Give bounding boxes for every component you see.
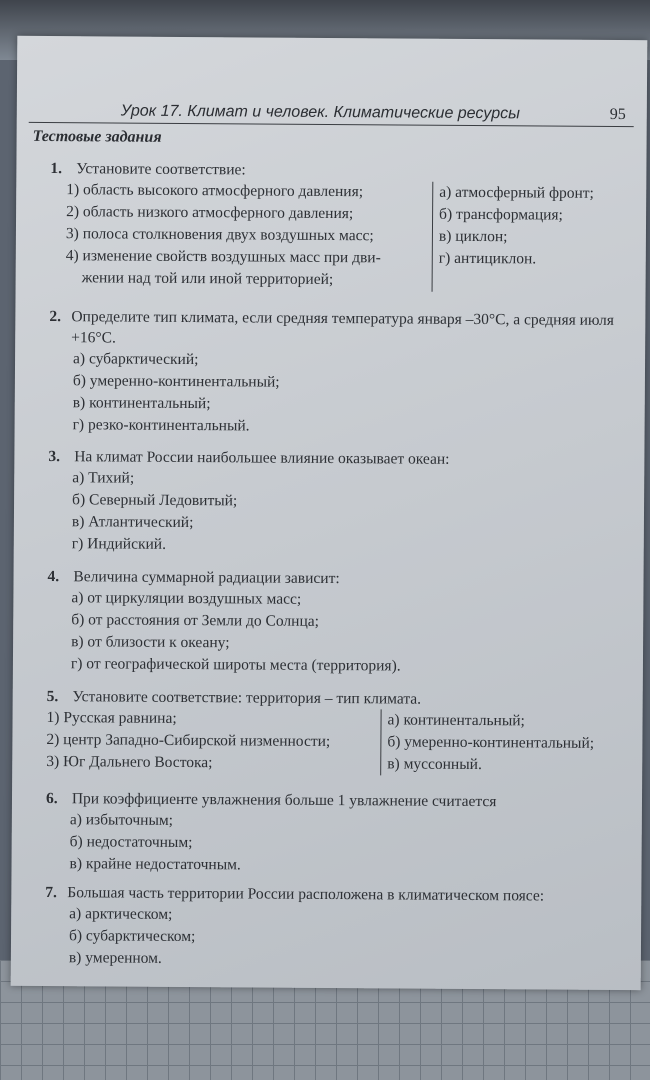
matching-right-item: б) трансформация; xyxy=(439,205,563,224)
header-title: Урок 17. Климат и человек. Климатические ресурсы xyxy=(120,102,520,123)
answer-option: в) Атлантический; xyxy=(71,513,194,532)
matching-left-column xyxy=(46,707,374,775)
question-text: Установите соответствие: xyxy=(76,160,246,179)
section-title: Тестовые задания xyxy=(32,127,162,146)
matching-left-item: 3) Юг Дальнего Востока; xyxy=(46,753,213,772)
answer-option: в) крайне недостаточным. xyxy=(69,855,241,874)
question-number: 4. xyxy=(47,568,60,586)
matching-table xyxy=(46,707,616,777)
question-5 xyxy=(46,686,617,777)
answer-option: в) континентальный; xyxy=(72,394,211,413)
textbook-page xyxy=(11,36,648,990)
matching-right-item: в) муссонный. xyxy=(387,755,482,774)
question-number: 7. xyxy=(45,884,58,902)
matching-left-item: 1) Русская равнина; xyxy=(46,709,177,727)
answer-option: а) арктическом; xyxy=(69,905,173,923)
question-1 xyxy=(50,158,621,293)
answer-option: б) Северный Ледовитый; xyxy=(72,491,238,510)
answer-option: а) от циркуляции воздушных масс; xyxy=(71,589,302,608)
page-header xyxy=(29,98,634,127)
matching-left-item: 2) область низкого атмосферного давления; xyxy=(66,203,354,223)
answer-option: б) от расстояния от Земли до Солнца; xyxy=(71,611,320,630)
question-2 xyxy=(49,306,620,440)
answer-option: г) Индийский. xyxy=(71,535,167,553)
question-7 xyxy=(45,882,616,973)
question-text: Величина суммарной радиации зависит: xyxy=(73,568,340,588)
question-text: Большая часть территории России расположена в климатическом поясе: xyxy=(67,884,545,905)
question-text: При коэффициенте увлажнения больше 1 увлажнение считается xyxy=(71,790,497,811)
answer-option: г) резко-континентальный. xyxy=(72,416,250,435)
question-number: 6. xyxy=(45,790,58,808)
matching-left-item: 1) область высокого атмосферного давления; xyxy=(66,181,364,201)
question-title xyxy=(49,306,619,352)
matching-right-item: а) атмосферный фронт; xyxy=(439,183,594,202)
answer-option: г) от географической широты места (территория). xyxy=(70,655,401,675)
question-text: На климат России наибольшее влияние оказывает океан: xyxy=(74,448,450,468)
matching-right-column xyxy=(432,182,594,293)
question-number: 2. xyxy=(49,308,62,326)
matching-right-column xyxy=(380,709,594,776)
question-6 xyxy=(45,788,616,879)
question-text: Определите тип климата, если средняя температура января –30°С, а средняя июля +16°С. xyxy=(71,308,615,347)
question-number: 1. xyxy=(50,160,63,178)
page-number: 95 xyxy=(609,105,626,124)
matching-right-item: г) антициклон. xyxy=(438,249,537,268)
matching-right-item: б) умеренно-континентальный; xyxy=(387,733,595,752)
matching-table xyxy=(50,179,621,293)
matching-right-item: а) континентальный; xyxy=(387,711,525,730)
question-3 xyxy=(48,446,619,559)
answer-option: б) субарктическом; xyxy=(68,927,196,946)
matching-left-item: 4) изменение свойств воздушных масс при дви- xyxy=(65,247,381,267)
matching-left-item: жении над той или иной территорией; xyxy=(81,269,334,289)
answer-option: в) от близости к океану; xyxy=(71,633,230,652)
matching-left-item: 3) полоса столкновения двух воздушных масс; xyxy=(65,225,374,245)
answer-option: б) умеренно-континентальный; xyxy=(72,372,280,391)
question-number: 5. xyxy=(46,688,59,706)
question-text: Установите соответствие: территория – тип климата. xyxy=(72,688,422,708)
matching-left-item: 2) центр Западно-Сибирской низменности; xyxy=(46,731,331,751)
question-4 xyxy=(47,566,618,679)
answer-option: б) недостаточным; xyxy=(69,833,193,852)
answer-option: а) субарктический; xyxy=(73,350,199,369)
matching-right-item: в) циклон; xyxy=(438,227,508,246)
question-number: 3. xyxy=(48,448,61,466)
answer-option: а) Тихий; xyxy=(72,469,135,487)
answer-option: в) умеренном. xyxy=(68,949,162,967)
matching-left-column xyxy=(50,179,427,292)
answer-option: а) избыточным; xyxy=(69,811,174,829)
